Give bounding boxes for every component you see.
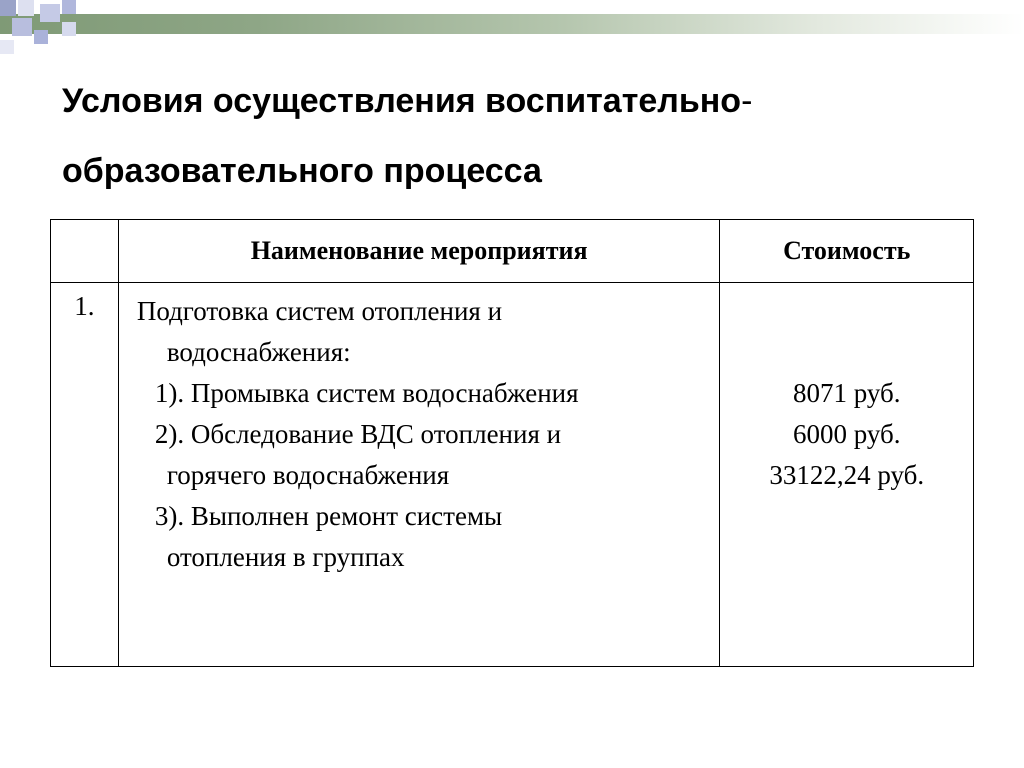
- activities-table: [50, 219, 974, 667]
- activity-line: отопления в группах: [166, 542, 405, 572]
- row-number: 1.: [51, 283, 119, 667]
- decorative-square: [40, 4, 60, 22]
- header-cost: Стоимость: [720, 220, 974, 283]
- decorative-square: [62, 0, 76, 14]
- title-line-1: Условия осуществления воспитательно: [62, 82, 742, 120]
- header-activity-name: Наименование мероприятия: [118, 220, 720, 283]
- title-line-2: образовательного процесса: [62, 152, 542, 190]
- activity-line: водоснабжения:: [166, 337, 351, 367]
- decorative-square: [0, 40, 14, 54]
- decorative-square: [12, 18, 32, 36]
- cost-value: 8071 руб.: [792, 378, 901, 408]
- decorative-square: [0, 0, 16, 16]
- activity-description: [118, 283, 720, 667]
- activity-subitem: 1). Промывка систем водоснабжения: [154, 378, 579, 408]
- cost-value: 6000 руб.: [792, 419, 901, 449]
- cost-value: 33122,24 руб.: [769, 460, 925, 490]
- activity-line: Подготовка систем отопления и: [136, 296, 503, 326]
- table-row: [51, 283, 974, 667]
- activity-subitem: 3). Выполнен ремонт системы: [154, 501, 503, 531]
- slide-title: [62, 66, 962, 206]
- header-decoration-band: [0, 14, 1024, 34]
- activity-costs: [720, 283, 974, 667]
- decorative-square: [34, 30, 48, 44]
- title-hyphen: -: [741, 82, 753, 120]
- activity-line: горячего водоснабжения: [166, 460, 450, 490]
- table-header-row: [51, 220, 974, 283]
- decorative-square: [62, 22, 76, 36]
- header-num: [51, 220, 119, 283]
- decorative-square: [18, 0, 34, 16]
- activity-subitem: 2). Обследование ВДС отопления и: [154, 419, 562, 449]
